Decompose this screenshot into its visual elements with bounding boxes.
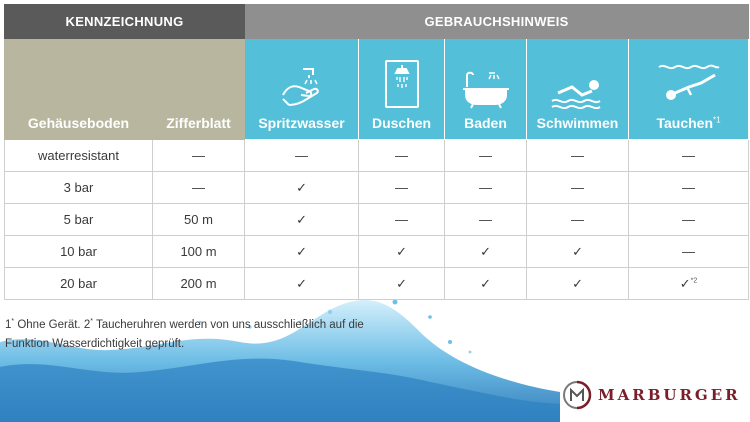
- bathtub-icon: [461, 69, 511, 109]
- table-row: [5, 172, 749, 204]
- cell-duschen: —: [359, 140, 445, 172]
- group-header-gebrauchshinweis: GEBRAUCHSHINWEIS: [245, 5, 749, 39]
- cell-gehaeuseboden: 20 bar: [5, 268, 153, 300]
- column-label-spritzwasser: Spritzwasser: [258, 115, 345, 131]
- hand-wash-icon: [279, 65, 325, 109]
- cell-spritzwasser: ✓: [245, 236, 359, 268]
- footnote-text-2: Taucheruhren werden von uns ausschließlich auf die Funktion Wasserdichtigkeit geprüft.: [5, 318, 364, 350]
- cell-schwimmen: ✓: [527, 268, 629, 300]
- cell-gehaeuseboden: 3 bar: [5, 172, 153, 204]
- cell-baden: —: [445, 172, 527, 204]
- cell-schwimmen: —: [527, 204, 629, 236]
- cell-zifferblatt: —: [153, 172, 245, 204]
- cell-spritzwasser: ✓: [245, 268, 359, 300]
- cell-duschen: —: [359, 204, 445, 236]
- water-resistance-table: [4, 4, 749, 300]
- footnote-text: [5, 312, 365, 354]
- check-footnote-mark: *2: [690, 277, 698, 285]
- cell-duschen: ✓: [359, 268, 445, 300]
- cell-zifferblatt: 50 m: [153, 204, 245, 236]
- brand-name: MARBURGER: [598, 386, 741, 404]
- column-label-duschen: Duschen: [371, 115, 432, 131]
- cell-duschen: ✓: [359, 236, 445, 268]
- footnote-mark-1: *: [11, 318, 15, 325]
- cell-tauchen: —: [629, 140, 749, 172]
- cell-baden: ✓: [445, 236, 527, 268]
- column-header-tauchen: [629, 39, 749, 140]
- cell-duschen: —: [359, 172, 445, 204]
- column-label-baden: Baden: [464, 115, 507, 131]
- footnote-text-1: Ohne Gerät.: [14, 318, 84, 331]
- cell-tauchen: [629, 268, 749, 300]
- cell-spritzwasser: —: [245, 140, 359, 172]
- cell-schwimmen: —: [527, 172, 629, 204]
- brand-logo: [562, 380, 741, 410]
- cell-zifferblatt: —: [153, 140, 245, 172]
- cell-spritzwasser: ✓: [245, 204, 359, 236]
- cell-schwimmen: ✓: [527, 236, 629, 268]
- column-header-spritzwasser: [245, 39, 359, 140]
- column-header-schwimmen: [527, 39, 629, 140]
- cell-gehaeuseboden: 5 bar: [5, 204, 153, 236]
- diver-icon: [657, 61, 721, 109]
- column-header-baden: [445, 39, 527, 140]
- tauchen-footnote-mark: *1: [713, 115, 721, 125]
- cell-gehaeuseboden: waterresistant: [5, 140, 153, 172]
- table-row: [5, 268, 749, 300]
- column-label-schwimmen: Schwimmen: [536, 115, 619, 131]
- cell-zifferblatt: 100 m: [153, 236, 245, 268]
- cell-tauchen: —: [629, 204, 749, 236]
- cell-baden: —: [445, 140, 527, 172]
- shower-icon: [382, 59, 422, 109]
- column-label-tauchen: Tauchen: [656, 115, 714, 131]
- table-row: [5, 140, 749, 172]
- group-header-kennzeichnung: KENNZEICHNUNG: [5, 5, 245, 39]
- swimmer-icon: [550, 77, 606, 109]
- cell-baden: ✓: [445, 268, 527, 300]
- column-header-duschen: [359, 39, 445, 140]
- table-row: [5, 204, 749, 236]
- check-mark: ✓: [679, 275, 691, 291]
- column-header-gehaeuseboden: Gehäuseboden: [5, 39, 153, 140]
- footnote-mark-2: *: [90, 318, 93, 325]
- cell-schwimmen: —: [527, 140, 629, 172]
- cell-zifferblatt: 200 m: [153, 268, 245, 300]
- cell-baden: —: [445, 204, 527, 236]
- cell-tauchen: —: [629, 236, 749, 268]
- footnote-number-2: 2: [83, 318, 91, 331]
- cell-gehaeuseboden: 10 bar: [5, 236, 153, 268]
- cell-tauchen: —: [629, 172, 749, 204]
- table-row: [5, 236, 749, 268]
- cell-spritzwasser: ✓: [245, 172, 359, 204]
- marburger-logo-icon: [562, 380, 592, 410]
- column-header-zifferblatt: Zifferblatt: [153, 39, 245, 140]
- footnote-number-1: 1: [5, 318, 12, 331]
